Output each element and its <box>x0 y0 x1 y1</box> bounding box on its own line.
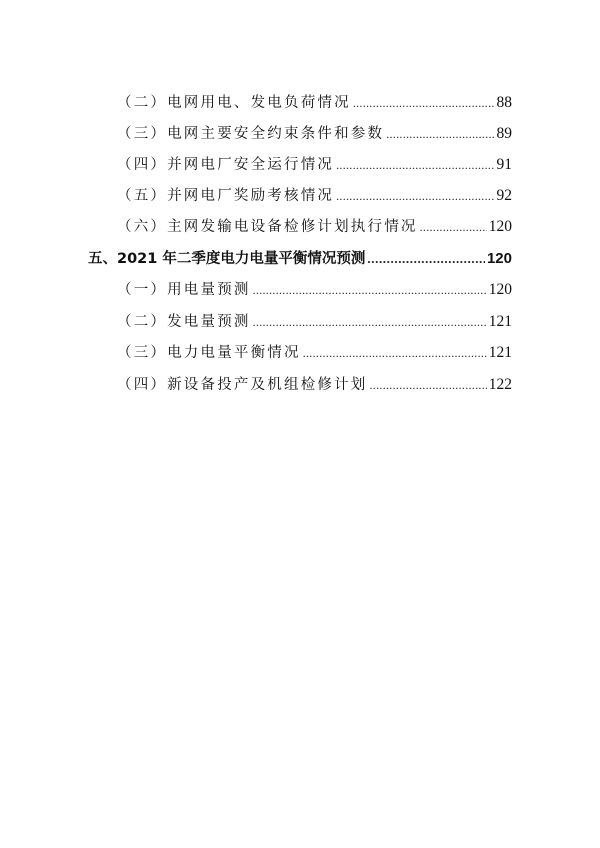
toc-entry-page: 91 <box>496 156 512 173</box>
toc-entry-page: 89 <box>496 125 512 142</box>
dot-leader <box>303 343 487 363</box>
toc-entry-title: （三）电网主要安全约束条件和参数 <box>117 126 385 142</box>
toc-entry-title: （六）主网发输电设备检修计划执行情况 <box>117 219 418 235</box>
dot-leader <box>336 155 494 175</box>
toc-entry[interactable] <box>117 124 512 144</box>
toc-entry-page: 122 <box>488 376 512 393</box>
toc-entry-title: 五、2021 年二季度电力电量平衡情况预测 <box>88 251 366 267</box>
toc-entry-page: 92 <box>496 187 512 204</box>
toc-entry-page: 121 <box>488 344 512 361</box>
toc-entry[interactable] <box>117 312 512 332</box>
toc-entry[interactable] <box>117 186 512 206</box>
toc-entry-page: 120 <box>488 281 512 298</box>
toc-entry-title: （三）电力电量平衡情况 <box>117 345 301 361</box>
dot-leader <box>420 217 487 237</box>
toc-entry-title: （二）电网用电、发电负荷情况 <box>117 95 351 111</box>
dot-leader <box>367 249 485 269</box>
toc-entry-title: （四）并网电厂安全运行情况 <box>117 157 335 173</box>
toc-entry-page: 121 <box>488 313 512 330</box>
toc-entry[interactable] <box>117 217 512 237</box>
toc-entry-page: 88 <box>496 94 512 111</box>
toc-section-heading[interactable] <box>88 249 512 269</box>
dot-leader <box>353 93 495 113</box>
dot-leader <box>253 312 487 332</box>
dot-leader <box>253 280 487 300</box>
toc-entry[interactable] <box>117 155 512 175</box>
toc-entry-title: （一）用电量预测 <box>117 282 251 298</box>
toc-entry-title: （二）发电量预测 <box>117 314 251 330</box>
dot-leader <box>370 375 487 395</box>
toc-entry[interactable] <box>117 280 512 300</box>
toc-entry-page: 120 <box>488 218 512 235</box>
toc-entry[interactable] <box>117 343 512 363</box>
toc-entry[interactable] <box>117 93 512 113</box>
toc-entry-page: 120 <box>486 250 512 267</box>
toc-entry-title: （五）并网电厂奖励考核情况 <box>117 188 335 204</box>
dot-leader <box>386 124 494 144</box>
toc-entry[interactable] <box>117 375 512 395</box>
toc-entry-title: （四）新设备投产及机组检修计划 <box>117 377 368 393</box>
dot-leader <box>336 186 494 206</box>
